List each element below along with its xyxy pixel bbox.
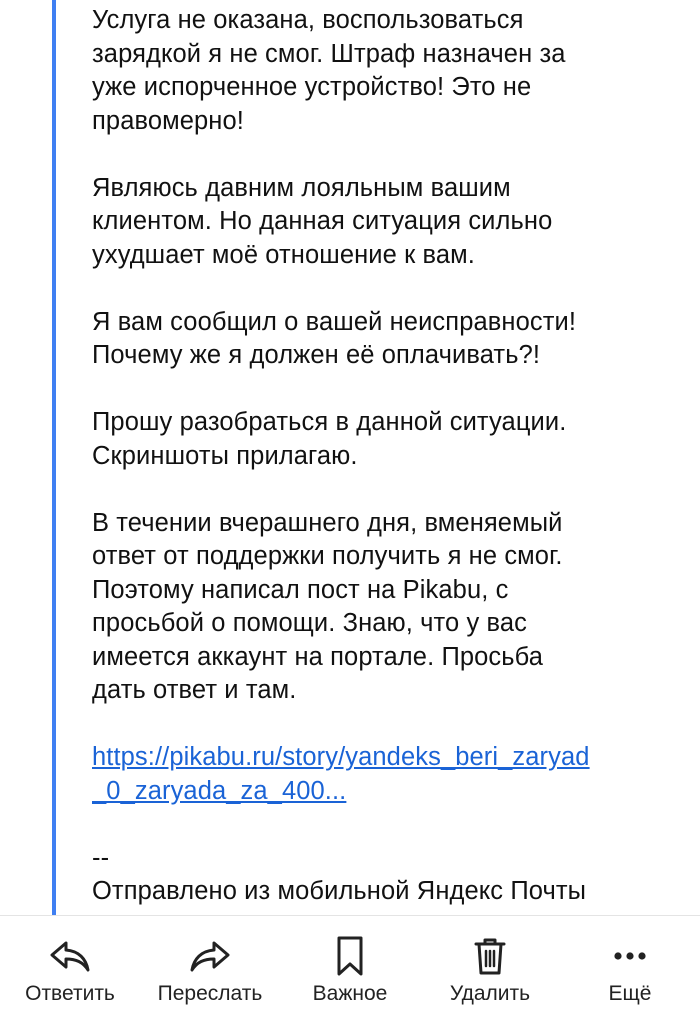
important-label: Важное [312,982,388,1005]
bookmark-icon [328,934,372,978]
forward-label: Переслать [157,982,263,1005]
text-line: ухудшает моё отношение к вам. [92,240,475,269]
link-line[interactable]: https://pikabu.ru/story/yandeks_beri_zaryad [92,743,590,771]
signature-separator [92,842,652,876]
link-line[interactable]: _0_zaryada_za_400... [92,776,347,805]
more-button[interactable] [575,916,685,1020]
reply-label: Ответить [25,982,115,1005]
text-line: В течении вчерашнего дня, вменяемый [92,508,563,537]
text-line: дать ответ и там. [92,676,297,704]
message-paragraph [92,4,652,138]
text-line: Поэтому написал пост на Pikabu, с [92,575,509,604]
text-line: Скриншоты прилагаю. [92,441,358,470]
reply-button[interactable] [5,916,135,1020]
quote-bar [52,0,56,915]
message-paragraph [92,172,652,273]
message-paragraph [92,306,652,373]
text-line: уже испорченное устройство! Это не [92,73,532,101]
pikabu-link[interactable] [92,741,652,808]
signature-dash: -- [92,843,110,872]
text-line: правомерно! [92,106,244,135]
text-line: имеется аккаунт на портале. Просьба [92,642,544,671]
text-line: ответ от поддержки получить я не смог. [92,542,563,570]
message-paragraph [92,406,652,473]
forward-button[interactable] [145,916,275,1020]
important-button[interactable] [290,916,410,1020]
text-line: клиентом. Но данная ситуация сильно [92,207,553,235]
delete-label: Удалить [449,982,531,1005]
text-line: Услуга не оказана, воспользоваться [92,6,524,34]
text-line: Почему же я должен её оплачивать?! [92,341,541,369]
bottom-toolbar [0,915,700,1020]
text-line: зарядкой я не смог. Штраф назначен за [92,39,566,68]
forward-icon [188,934,232,978]
more-label: Ещё [608,982,652,1005]
more-icon [608,934,652,978]
reply-icon [48,934,92,978]
message-body [92,0,652,915]
text-line: просьбой о помощи. Знаю, что у вас [92,609,528,637]
delete-button[interactable] [430,916,550,1020]
trash-icon [468,934,512,978]
text-line: Я вам сообщил о вашей неисправности! [92,307,577,336]
signature [92,875,652,909]
message-paragraph [92,507,652,708]
signature-text: Отправлено из мобильной Яндекс Почты [92,877,587,905]
text-line: Являюсь давним лояльным вашим [92,173,511,202]
text-line: Прошу разобраться в данной ситуации. [92,408,567,436]
